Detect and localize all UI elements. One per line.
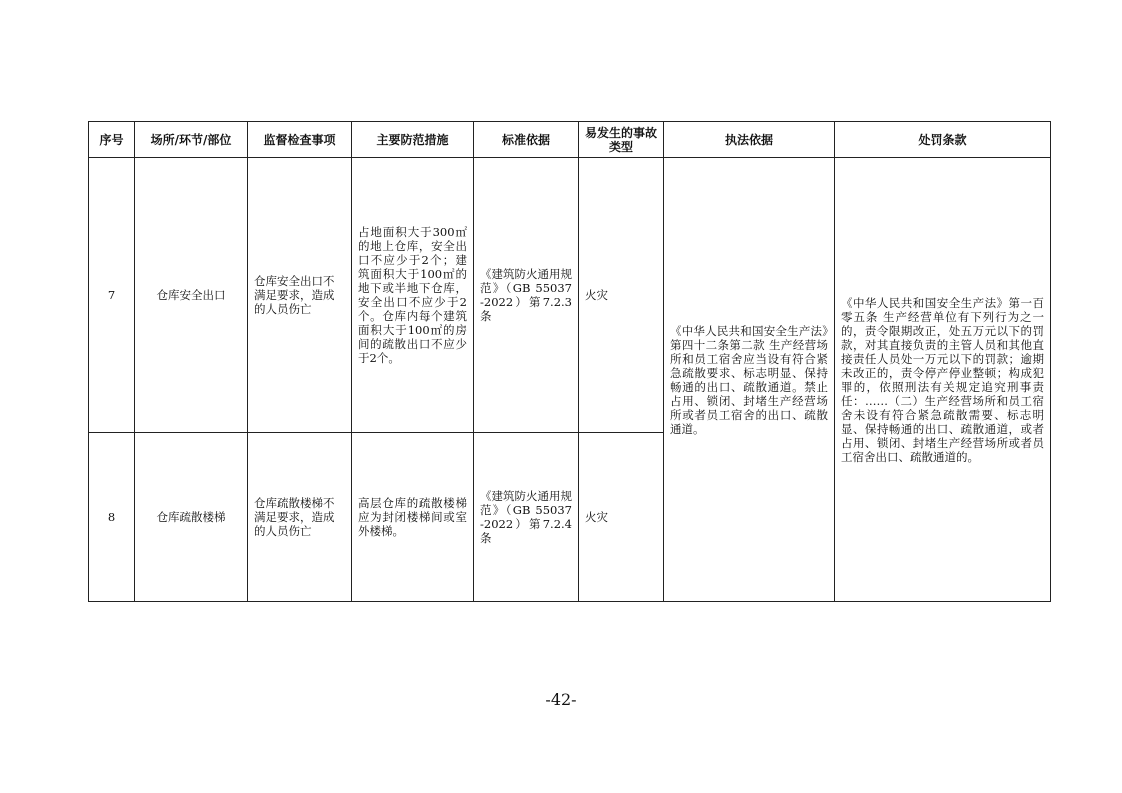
header-seq: 序号 (89, 122, 135, 158)
cell-penalty: 《中华人民共和国安全生产法》第一百零五条 生产经营单位有下列行为之一的，责令限期改正，处五万元以下的罚款，对其直接负责的主管人员和其他直接责任人员处一万元以下的罚款；逾期未改正的，责令停产停业整顿；构成犯罪的，依照刑法有关规定追究刑事责任：……（二）生产经营场所和员工宿舍未设有符合紧急疏散需要、标志明显、保持畅通的出口、疏散通道，或者占用、锁闭、封堵生产经营场所或者员工宿舍出口、疏散通道的。 (835, 158, 1051, 602)
cell-accident-type: 火灾 (579, 158, 664, 433)
table-header-row (89, 122, 1051, 158)
cell-standard: 《建筑防火通用规范》（GB 55037 -2022）第7.2.4条 (474, 433, 579, 602)
header-inspection-item: 监督检查事项 (248, 122, 352, 158)
cell-seq: 7 (89, 158, 135, 433)
cell-location: 仓库安全出口 (135, 158, 248, 433)
header-location: 场所/环节/部位 (135, 122, 248, 158)
cell-prevention: 占地面积大于300㎡的地上仓库，安全出口不应少于2个；建筑面积大于100㎡的地下或半地下仓库，安全出口不应少于2个。仓库内每个建筑面积大于100㎡的房间的疏散出口不应少于2个。 (352, 158, 474, 433)
header-accident-type: 易发生的事故类型 (579, 122, 664, 158)
cell-location: 仓库疏散楼梯 (135, 433, 248, 602)
cell-standard: 《建筑防火通用规范》（GB 55037 -2022）第7.2.3条 (474, 158, 579, 433)
cell-inspection-item: 仓库疏散楼梯不满足要求，造成的人员伤亡 (248, 433, 352, 602)
table-row (89, 158, 1051, 433)
cell-seq: 8 (89, 433, 135, 602)
cell-law-basis: 《中华人民共和国安全生产法》第四十二条第二款 生产经营场所和员工宿舍应当设有符合紧急疏散要求、标志明显、保持畅通的出口、疏散通道。禁止占用、锁闭、封堵生产经营场所或者员工宿舍的出口、疏散通道。 (664, 158, 835, 602)
cell-inspection-item: 仓库安全出口不满足要求，造成的人员伤亡 (248, 158, 352, 433)
header-penalty: 处罚条款 (835, 122, 1051, 158)
page-number: -42- (545, 690, 577, 709)
header-law-basis: 执法依据 (664, 122, 835, 158)
inspection-table (88, 121, 1051, 602)
cell-prevention: 高层仓库的疏散楼梯应为封闭楼梯间或室外楼梯。 (352, 433, 474, 602)
cell-accident-type: 火灾 (579, 433, 664, 602)
header-prevention: 主要防范措施 (352, 122, 474, 158)
header-standard: 标准依据 (474, 122, 579, 158)
